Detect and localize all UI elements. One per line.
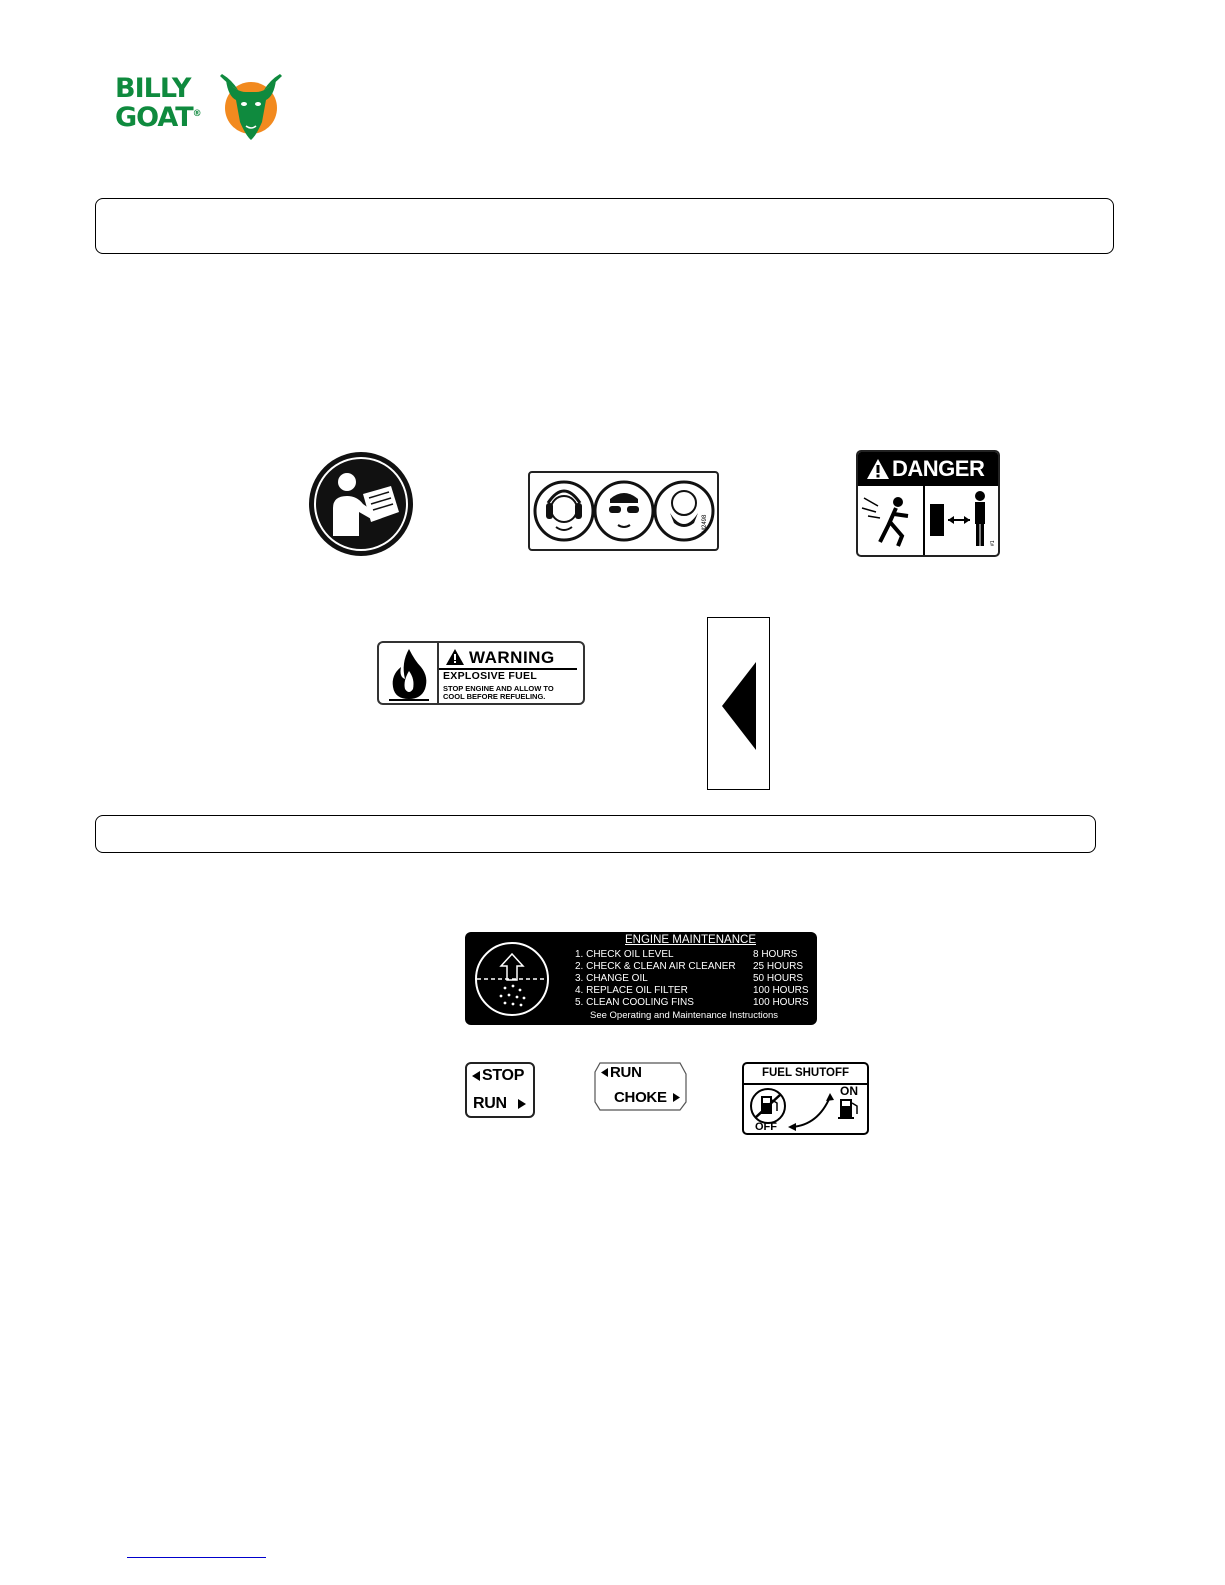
throttle-wedge-icon — [708, 618, 768, 788]
arrow-right-icon — [672, 1092, 681, 1103]
fuel-shutoff-decal — [742, 1062, 869, 1135]
maintenance-hours: 8 HOURS — [753, 949, 798, 960]
fuel-off-label: OFF — [755, 1121, 777, 1133]
ppe-decal — [528, 471, 719, 551]
run-choke-decal — [594, 1062, 687, 1111]
danger-label: DANGER — [892, 456, 985, 481]
fuel-on-icon — [838, 1099, 857, 1119]
warning-decal — [377, 641, 585, 705]
fuel-shutoff-title: FUEL SHUTOFF — [744, 1064, 867, 1085]
warning-label: WARNING — [469, 648, 555, 667]
ear-protection-icon — [535, 482, 593, 540]
ppe-icons — [530, 473, 717, 549]
maintenance-hours: 25 HOURS — [753, 961, 804, 972]
maintenance-task: 4. REPLACE OIL FILTER — [575, 985, 688, 996]
fuel-off-icon — [751, 1089, 785, 1123]
logo-line-2: GOAT® — [115, 102, 201, 133]
keep-distance-icon — [930, 491, 985, 546]
warning-subtitle: EXPLOSIVE FUEL — [443, 670, 538, 682]
maintenance-task: 3. CHANGE OIL — [575, 973, 648, 984]
arrow-left-icon — [600, 1067, 609, 1078]
fuel-pump-icons — [744, 1085, 867, 1133]
read-manual-icon — [307, 450, 415, 558]
maintenance-hours: 100 HOURS — [753, 997, 809, 1008]
svg-text:M2498: M2498 — [702, 514, 708, 533]
warning-body: STOP ENGINE AND ALLOW TO COOL BEFORE REFUELING. — [443, 684, 554, 701]
arrow-right-icon — [517, 1098, 527, 1110]
eye-protection-icon — [595, 482, 653, 540]
oil-dipstick-icon — [473, 940, 551, 1018]
svg-text:#1: #1 — [990, 540, 996, 546]
danger-decal — [856, 450, 1000, 557]
billy-goat-logo — [112, 70, 287, 142]
thrown-object-icon — [862, 497, 908, 546]
maintenance-hours: 100 HOURS — [753, 985, 809, 996]
choke-label: CHOKE — [614, 1089, 667, 1106]
footer-link-underline — [127, 1557, 266, 1558]
maintenance-task: 1. CHECK OIL LEVEL — [575, 949, 674, 960]
goat-head-icon — [216, 70, 286, 142]
engine-maintenance-decal — [465, 932, 817, 1025]
section-header-box-2 — [95, 815, 1096, 853]
throttle-decal — [707, 617, 770, 790]
arrow-left-icon — [471, 1070, 481, 1082]
run-label: RUN — [473, 1095, 507, 1112]
maintenance-task: 2. CHECK & CLEAN AIR CLEANER — [575, 961, 736, 972]
stop-run-decal — [465, 1062, 535, 1118]
section-header-box-1 — [95, 198, 1114, 254]
engine-maintenance-footer: See Operating and Maintenance Instructions — [590, 1010, 779, 1021]
warning-triangle-icon — [445, 648, 465, 666]
maintenance-hours: 50 HOURS — [753, 973, 804, 984]
logo-line-1: BILLY — [115, 73, 191, 104]
engine-maintenance-title: ENGINE MAINTENANCE — [625, 934, 756, 946]
warning-triangle-icon — [866, 458, 890, 480]
maintenance-task: 5. CLEAN COOLING FINS — [575, 997, 694, 1008]
run-label: RUN — [610, 1064, 642, 1081]
danger-pictograms — [858, 486, 998, 555]
stop-label: STOP — [482, 1067, 525, 1084]
flame-icon — [385, 647, 433, 703]
fuel-on-label: ON — [840, 1084, 858, 1098]
